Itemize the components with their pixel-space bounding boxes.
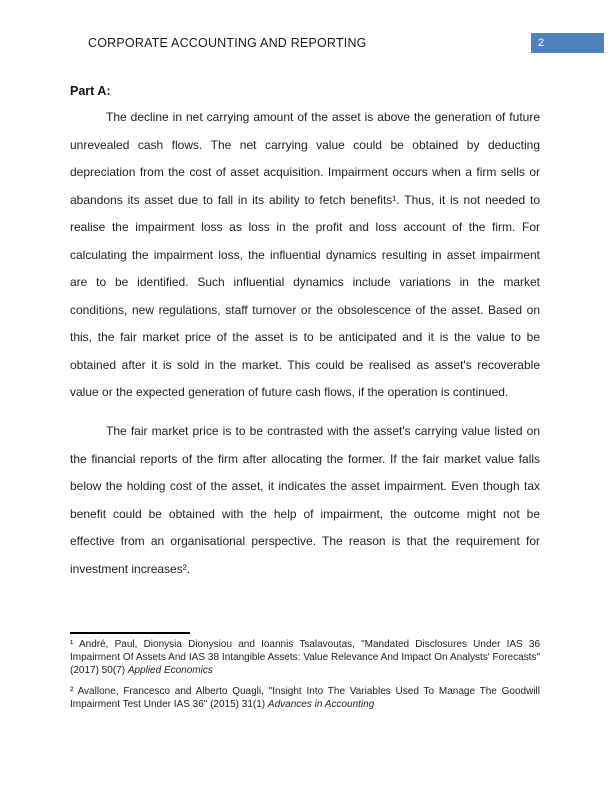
footnote-2 [70,685,540,711]
page-number: 2 [538,37,545,49]
footnote-1-journal: Applied Economics [127,665,213,676]
section-heading: Part A: [70,84,111,98]
footnote-1 [70,638,540,677]
footnote-2-journal: Advances in Accounting [267,699,375,710]
footnote-separator [70,632,190,634]
footnote-2-text: ² Avallone, Francesco and Alberto Quagli, "Insight Into The Variables Used To Manage The Goodwill Impairment Test Under IAS 36" (2015) 31(1) [70,686,540,710]
header-title: CORPORATE ACCOUNTING AND REPORTING [88,36,367,50]
paragraph-2: The fair market price is to be contrasted with the asset's carrying value listed on the financial reports of the firm after allocating the former. If the fair market value falls below the holding cost of the asset, it indicates the asset impairment. Even though tax benefit could be obtained with the help of impairment, the outcome might not be effective from an organisational perspective. The reason is that the requirement for investment increases². [70,424,540,576]
page-number-badge [531,33,604,53]
footnote-1-text: ¹ André, Paul, Dionysia Dionysiou and Ioannis Tsalavoutas, "Mandated Disclosures Under IAS 36 Impairment Of Assets And IAS 38 Intangible Assets: Value Relevance And Impact On Analysts' Forecasts" (2017) 50(7) [70,639,540,676]
paragraph-1: The decline in net carrying amount of the asset is above the generation of future unrevealed cash flows. The net carrying value could be obtained by deducting depreciation from the cost of asset acquisition. Impairment occurs when a firm sells or abandons its asset due to fall in its ability to fetch benefits¹. Thus, it is not needed to realise the impairment loss as loss in the profit and loss account of the firm. For calculating the impairment loss, the influential dynamics resulting in asset impairment are to be identified. Such influential dynamics include variations in the market conditions, new regulations, staff turnover or the obsolescence of the asset. Based on this, the fair market price of the asset is to be anticipated and it is the value to be obtained after it is sold in the market. This could be realised as asset's recoverable value or the expected generation of future cash flows, if the operation is continued. [70,110,540,399]
